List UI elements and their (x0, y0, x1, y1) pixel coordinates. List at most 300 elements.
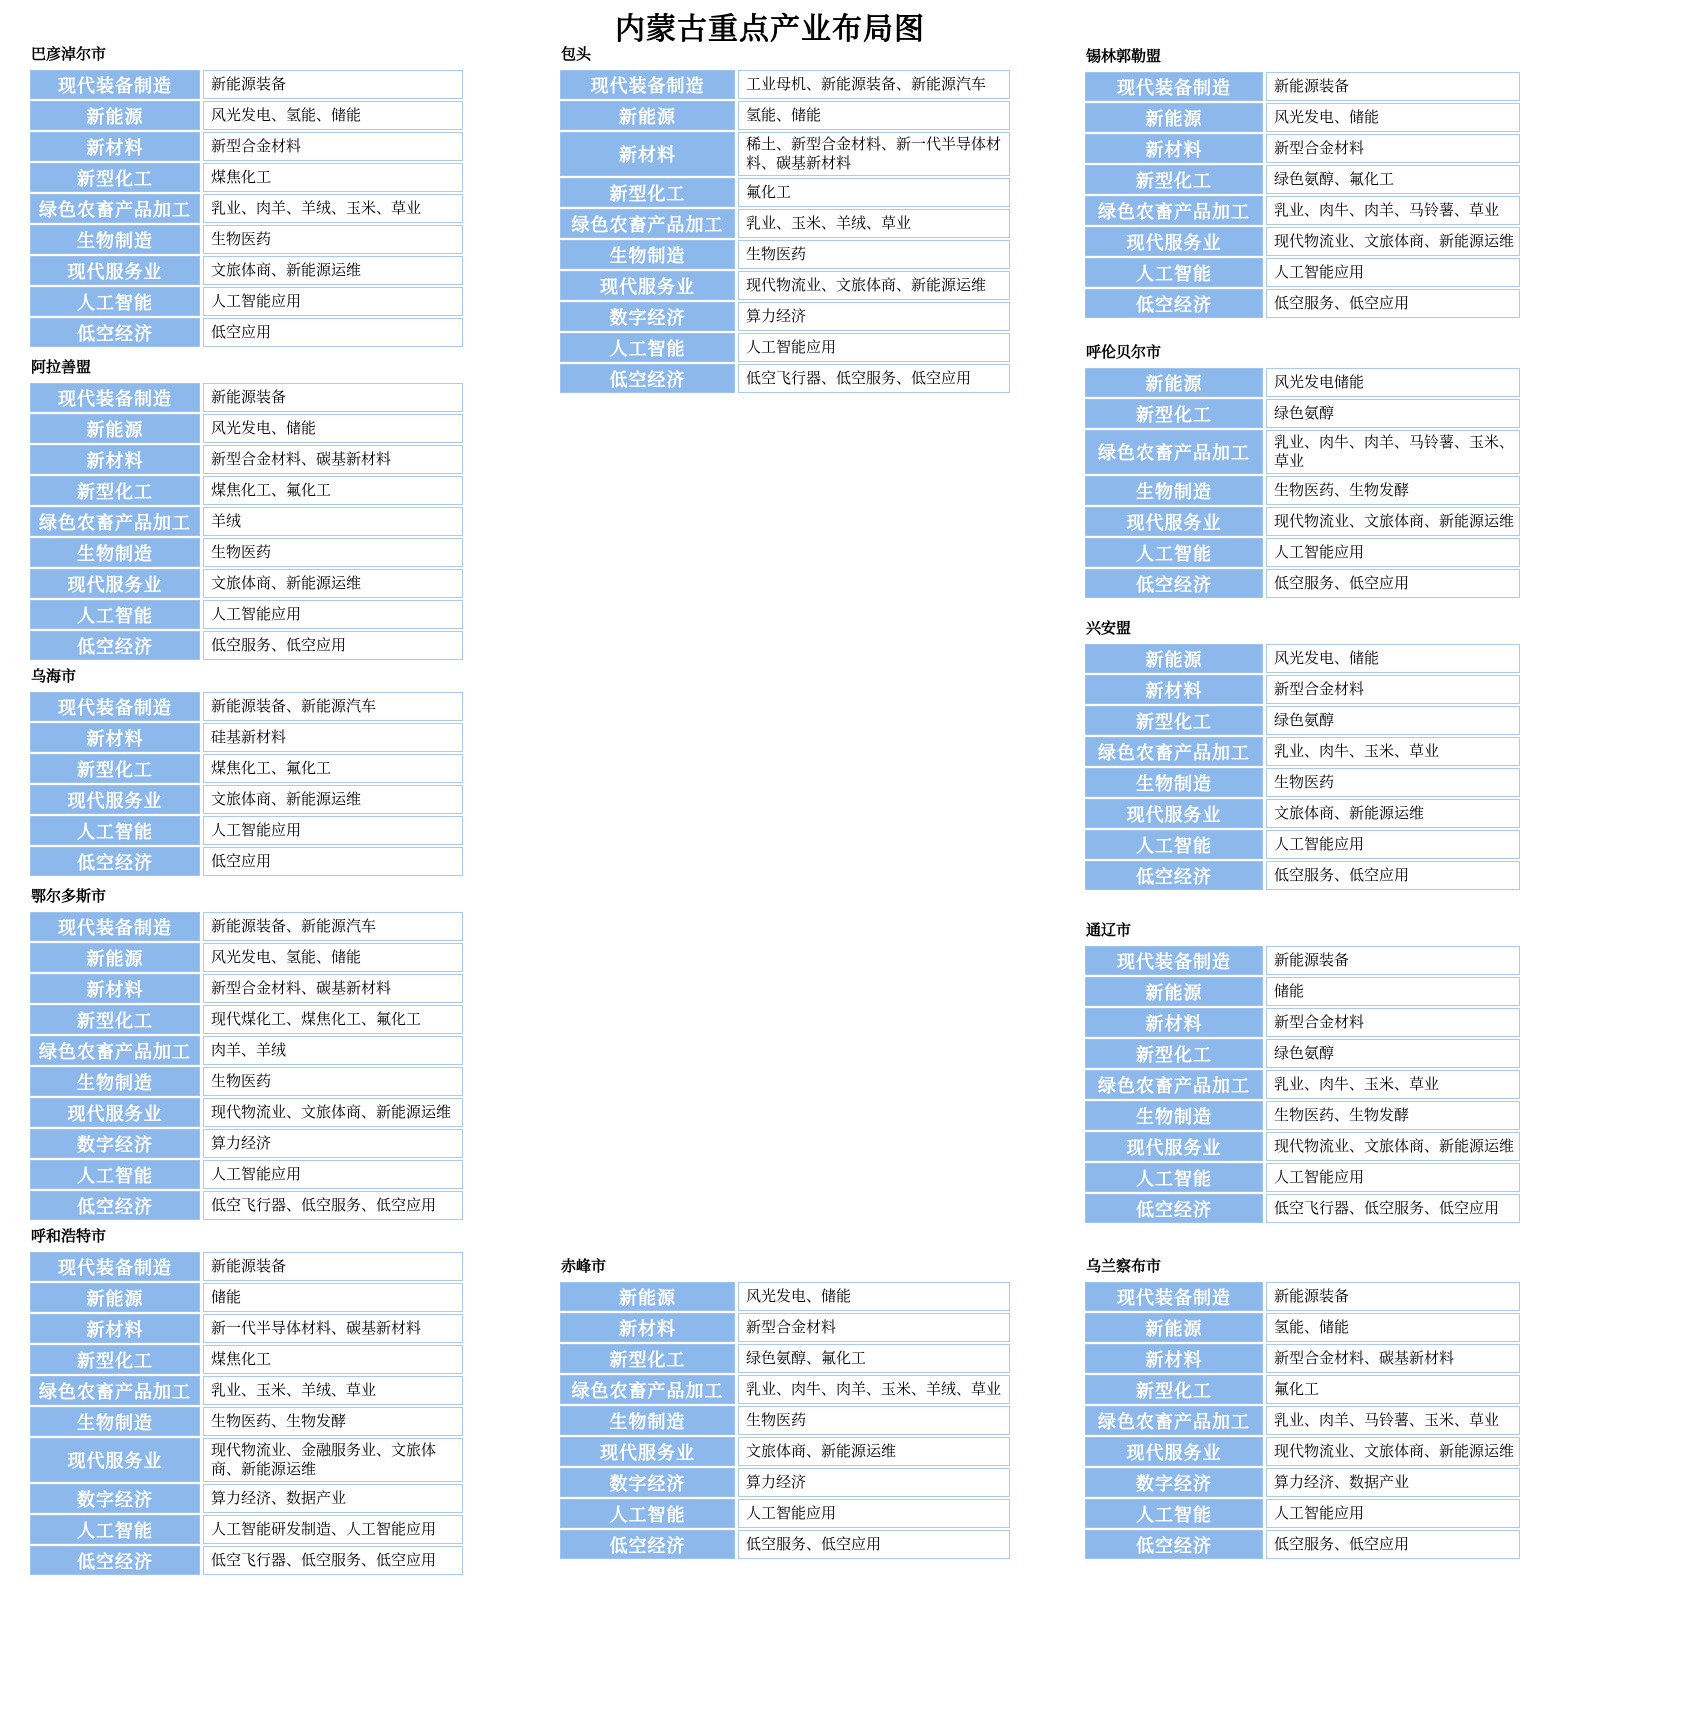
industry-detail-cell: 风光发电、储能 (1266, 644, 1520, 673)
industry-category-cell: 人工智能 (1085, 1499, 1263, 1528)
industry-row (30, 723, 463, 752)
industry-category-cell: 现代装备制造 (560, 70, 735, 99)
industry-detail-cell: 生物医药、生物发酵 (1266, 476, 1520, 505)
industry-row (560, 1313, 1010, 1342)
city-section (1085, 48, 1520, 320)
industry-detail-cell: 乳业、肉牛、玉米、草业 (1266, 1070, 1520, 1099)
industry-detail-cell: 新能源装备 (1266, 72, 1520, 101)
industry-category-cell: 生物制造 (1085, 1101, 1263, 1130)
industry-row (560, 209, 1010, 238)
industry-row (30, 1252, 463, 1281)
industry-detail-cell: 绿色氨醇 (1266, 1039, 1520, 1068)
industry-category-cell: 新材料 (1085, 134, 1263, 163)
industry-detail-cell: 低空服务、低空应用 (1266, 289, 1520, 318)
industry-category-cell: 现代服务业 (1085, 1132, 1263, 1161)
industry-row (30, 1407, 463, 1436)
industry-row (1085, 1375, 1520, 1404)
industry-detail-cell: 低空飞行器、低空服务、低空应用 (203, 1546, 463, 1575)
industry-row (1085, 430, 1520, 474)
industry-category-cell: 新型化工 (30, 476, 200, 505)
city-title: 鄂尔多斯市 (31, 888, 107, 905)
city-title: 兴安盟 (1086, 620, 1132, 637)
industry-category-cell: 现代装备制造 (1085, 946, 1263, 975)
industry-category-cell: 新能源 (30, 943, 200, 972)
industry-detail-cell: 人工智能应用 (738, 1499, 1010, 1528)
industry-detail-cell: 人工智能应用 (203, 1160, 463, 1189)
city-title: 阿拉善盟 (31, 359, 92, 376)
industry-category-cell: 新型化工 (1085, 1375, 1263, 1404)
industry-category-cell: 新型化工 (30, 754, 200, 783)
industry-row (30, 132, 463, 161)
industry-detail-cell: 人工智能应用 (203, 816, 463, 845)
industry-row (1085, 258, 1520, 287)
industry-row (1085, 1437, 1520, 1466)
industry-row (30, 785, 463, 814)
industry-category-cell: 新材料 (30, 445, 200, 474)
industry-row (560, 302, 1010, 331)
industry-row (30, 1345, 463, 1374)
industry-category-cell: 人工智能 (30, 600, 200, 629)
industry-detail-cell: 风光发电、储能 (1266, 103, 1520, 132)
industry-category-cell: 新材料 (1085, 1344, 1263, 1373)
industry-row (1085, 1070, 1520, 1099)
industry-detail-cell: 风光发电、氢能、储能 (203, 943, 463, 972)
industry-row (1085, 1163, 1520, 1192)
industry-row (30, 194, 463, 223)
industry-row (30, 1005, 463, 1034)
city-title: 乌兰察布市 (1086, 1258, 1162, 1275)
industry-row (1085, 1344, 1520, 1373)
industry-category-cell: 数字经济 (560, 302, 735, 331)
industry-row (1085, 1499, 1520, 1528)
industry-row (30, 1036, 463, 1065)
industry-category-cell: 生物制造 (560, 1406, 735, 1435)
industry-detail-cell: 绿色氨醇 (1266, 399, 1520, 428)
page-title: 内蒙古重点产业布局图 (615, 13, 925, 46)
industry-category-cell: 新型化工 (1085, 706, 1263, 735)
industry-detail-cell: 人工智能应用 (203, 287, 463, 316)
industry-category-cell: 数字经济 (30, 1129, 200, 1158)
industry-detail-cell: 人工智能应用 (1266, 1499, 1520, 1528)
industry-category-cell: 现代服务业 (1085, 1437, 1263, 1466)
industry-row (560, 101, 1010, 130)
industry-category-cell: 现代服务业 (1085, 507, 1263, 536)
industry-row (560, 1468, 1010, 1497)
industry-category-cell: 现代服务业 (560, 271, 735, 300)
industry-category-cell: 现代服务业 (30, 785, 200, 814)
industry-detail-cell: 绿色氨醇 (1266, 706, 1520, 735)
industry-detail-cell: 低空飞行器、低空服务、低空应用 (738, 364, 1010, 393)
industry-row (1085, 72, 1520, 101)
industry-detail-cell: 生物医药 (738, 240, 1010, 269)
industry-category-cell: 人工智能 (30, 287, 200, 316)
industry-row (560, 1530, 1010, 1559)
industry-detail-cell: 算力经济、数据产业 (1266, 1468, 1520, 1497)
industry-detail-cell: 生物医药、生物发酵 (1266, 1101, 1520, 1130)
industry-category-cell: 新材料 (30, 1314, 200, 1343)
city-title: 通辽市 (1086, 922, 1132, 939)
city-section (30, 1228, 463, 1577)
industry-detail-cell: 乳业、肉牛、玉米、草业 (1266, 737, 1520, 766)
industry-row (1085, 946, 1520, 975)
industry-detail-cell: 绿色氨醇、氟化工 (738, 1344, 1010, 1373)
industry-category-cell: 新型化工 (1085, 399, 1263, 428)
industry-category-cell: 低空经济 (30, 631, 200, 660)
industry-category-cell: 人工智能 (1085, 538, 1263, 567)
city-section (30, 359, 463, 662)
industry-row (30, 101, 463, 130)
industry-detail-cell: 低空服务、低空应用 (1266, 569, 1520, 598)
industry-row (560, 1282, 1010, 1311)
industry-row (30, 847, 463, 876)
industry-detail-cell: 算力经济 (203, 1129, 463, 1158)
industry-detail-cell: 新型合金材料 (1266, 134, 1520, 163)
industry-detail-cell: 生物医药、生物发酵 (203, 1407, 463, 1436)
industry-category-cell: 绿色农畜产品加工 (1085, 196, 1263, 225)
industry-detail-cell: 煤焦化工、氟化工 (203, 754, 463, 783)
industry-row (1085, 861, 1520, 890)
industry-row (1085, 675, 1520, 704)
industry-detail-cell: 新能源装备 (1266, 1282, 1520, 1311)
industry-detail-cell: 现代物流业、文旅体商、新能源运维 (738, 271, 1010, 300)
industry-row (1085, 476, 1520, 505)
industry-category-cell: 新型化工 (560, 1344, 735, 1373)
industry-detail-cell: 人工智能应用 (203, 600, 463, 629)
city-section (1085, 344, 1520, 600)
industry-row (30, 1160, 463, 1189)
city-section (30, 888, 463, 1222)
industry-row (1085, 1313, 1520, 1342)
industry-detail-cell: 生物医药 (203, 538, 463, 567)
industry-category-cell: 生物制造 (1085, 476, 1263, 505)
city-section (1085, 922, 1520, 1225)
industry-detail-cell: 新能源装备 (1266, 946, 1520, 975)
industry-detail-cell: 生物医药 (203, 225, 463, 254)
industry-detail-cell: 乳业、肉牛、肉羊、玉米、羊绒、草业 (738, 1375, 1010, 1404)
industry-category-cell: 现代装备制造 (1085, 72, 1263, 101)
industry-row (1085, 1406, 1520, 1435)
industry-category-cell: 生物制造 (30, 1407, 200, 1436)
industry-category-cell: 现代服务业 (1085, 227, 1263, 256)
industry-category-cell: 人工智能 (1085, 830, 1263, 859)
industry-row (560, 364, 1010, 393)
industry-row (30, 1129, 463, 1158)
industry-detail-cell: 人工智能应用 (1266, 258, 1520, 287)
city-title: 呼伦贝尔市 (1086, 344, 1162, 361)
industry-category-cell: 数字经济 (30, 1484, 200, 1513)
city-title: 锡林郭勒盟 (1086, 48, 1162, 65)
industry-category-cell: 现代装备制造 (1085, 1282, 1263, 1311)
industry-detail-cell: 现代物流业、文旅体商、新能源运维 (1266, 507, 1520, 536)
industry-category-cell: 低空经济 (30, 847, 200, 876)
industry-row (1085, 768, 1520, 797)
industry-row (1085, 507, 1520, 536)
industry-row (560, 271, 1010, 300)
city-title: 呼和浩特市 (31, 1228, 107, 1245)
industry-detail-cell: 低空服务、低空应用 (1266, 1530, 1520, 1559)
industry-category-cell: 新能源 (1085, 977, 1263, 1006)
industry-category-cell: 新型化工 (1085, 1039, 1263, 1068)
industry-row (30, 600, 463, 629)
industry-detail-cell: 硅基新材料 (203, 723, 463, 752)
industry-row (30, 383, 463, 412)
industry-detail-cell: 风光发电、储能 (203, 414, 463, 443)
industry-category-cell: 生物制造 (560, 240, 735, 269)
industry-detail-cell: 现代物流业、文旅体商、新能源运维 (1266, 227, 1520, 256)
industry-category-cell: 低空经济 (1085, 569, 1263, 598)
industry-row (1085, 799, 1520, 828)
industry-row (30, 1314, 463, 1343)
industry-row (30, 631, 463, 660)
industry-category-cell: 新材料 (1085, 675, 1263, 704)
industry-detail-cell: 新型合金材料、碳基新材料 (203, 445, 463, 474)
industry-category-cell: 新能源 (30, 1283, 200, 1312)
industry-detail-cell: 算力经济、数据产业 (203, 1484, 463, 1513)
industry-detail-cell: 低空服务、低空应用 (738, 1530, 1010, 1559)
industry-detail-cell: 低空服务、低空应用 (203, 631, 463, 660)
industry-detail-cell: 新型合金材料、碳基新材料 (203, 974, 463, 1003)
city-section (1085, 1258, 1520, 1561)
industry-category-cell: 生物制造 (30, 1067, 200, 1096)
industry-category-cell: 生物制造 (1085, 768, 1263, 797)
industry-detail-cell: 算力经济 (738, 302, 1010, 331)
industry-detail-cell: 新能源装备 (203, 1252, 463, 1281)
industry-detail-cell: 人工智能应用 (1266, 1163, 1520, 1192)
industry-row (1085, 830, 1520, 859)
industry-category-cell: 低空经济 (1085, 289, 1263, 318)
industry-row (1085, 1530, 1520, 1559)
industry-category-cell: 低空经济 (30, 1191, 200, 1220)
industry-detail-cell: 人工智能研发制造、人工智能应用 (203, 1515, 463, 1544)
industry-row (1085, 706, 1520, 735)
industry-category-cell: 新型化工 (30, 163, 200, 192)
industry-category-cell: 人工智能 (1085, 258, 1263, 287)
industry-detail-cell: 煤焦化工、氟化工 (203, 476, 463, 505)
industry-row (1085, 1282, 1520, 1311)
industry-category-cell: 现代装备制造 (30, 70, 200, 99)
industry-detail-cell: 人工智能应用 (738, 333, 1010, 362)
industry-category-cell: 人工智能 (30, 1160, 200, 1189)
industry-category-cell: 新材料 (30, 723, 200, 752)
industry-category-cell: 新型化工 (560, 178, 735, 207)
industry-category-cell: 绿色农畜产品加工 (30, 1036, 200, 1065)
industry-detail-cell: 现代物流业、文旅体商、新能源运维 (1266, 1132, 1520, 1161)
industry-category-cell: 新能源 (30, 101, 200, 130)
industry-detail-cell: 生物医药 (203, 1067, 463, 1096)
industry-row (1085, 1008, 1520, 1037)
industry-row (1085, 1039, 1520, 1068)
industry-detail-cell: 新型合金材料 (1266, 1008, 1520, 1037)
industry-category-cell: 现代服务业 (1085, 799, 1263, 828)
industry-category-cell: 绿色农畜产品加工 (1085, 1406, 1263, 1435)
industry-row (30, 1546, 463, 1575)
industry-detail-cell: 新型合金材料 (203, 132, 463, 161)
industry-row (560, 1406, 1010, 1435)
industry-row (1085, 103, 1520, 132)
industry-row (1085, 1132, 1520, 1161)
industry-detail-cell: 现代物流业、金融服务业、文旅体商、新能源运维 (203, 1438, 463, 1482)
industry-row (560, 240, 1010, 269)
industry-detail-cell: 乳业、肉羊、马铃薯、玉米、草业 (1266, 1406, 1520, 1435)
city-title: 包头 (561, 46, 592, 63)
industry-row (30, 912, 463, 941)
industry-row (30, 1283, 463, 1312)
industry-detail-cell: 现代物流业、文旅体商、新能源运维 (203, 1098, 463, 1127)
industry-row (30, 476, 463, 505)
industry-detail-cell: 羊绒 (203, 507, 463, 536)
industry-category-cell: 人工智能 (30, 1515, 200, 1544)
industry-category-cell: 绿色农畜产品加工 (560, 1375, 735, 1404)
industry-detail-cell: 稀土、新型合金材料、新一代半导体材料、碳基新材料 (738, 132, 1010, 176)
industry-category-cell: 低空经济 (1085, 861, 1263, 890)
industry-detail-cell: 储能 (203, 1283, 463, 1312)
industry-row (1085, 977, 1520, 1006)
industry-detail-cell: 储能 (1266, 977, 1520, 1006)
industry-category-cell: 现代服务业 (30, 1098, 200, 1127)
industry-detail-cell: 新能源装备、新能源汽车 (203, 912, 463, 941)
industry-row (30, 256, 463, 285)
industry-category-cell: 新能源 (1085, 103, 1263, 132)
industry-detail-cell: 文旅体商、新能源运维 (203, 569, 463, 598)
industry-detail-cell: 低空应用 (203, 847, 463, 876)
industry-row (30, 538, 463, 567)
industry-row (30, 1376, 463, 1405)
industry-category-cell: 现代装备制造 (30, 912, 200, 941)
industry-detail-cell: 文旅体商、新能源运维 (203, 785, 463, 814)
industry-category-cell: 新型化工 (1085, 165, 1263, 194)
city-title: 巴彦淖尔市 (31, 46, 107, 63)
industry-row (30, 754, 463, 783)
industry-row (560, 70, 1010, 99)
city-section (1085, 620, 1520, 892)
industry-row (30, 318, 463, 347)
industry-row (30, 70, 463, 99)
industry-row (30, 163, 463, 192)
industry-row (560, 333, 1010, 362)
city-section (30, 668, 463, 878)
industry-category-cell: 人工智能 (560, 333, 735, 362)
city-title: 赤峰市 (561, 1258, 607, 1275)
industry-category-cell: 绿色农畜产品加工 (1085, 430, 1263, 474)
industry-category-cell: 新能源 (560, 101, 735, 130)
industry-row (30, 943, 463, 972)
industry-row (560, 1437, 1010, 1466)
industry-row (30, 816, 463, 845)
industry-row (560, 1499, 1010, 1528)
industry-category-cell: 新材料 (560, 132, 735, 176)
industry-detail-cell: 肉羊、羊绒 (203, 1036, 463, 1065)
industry-detail-cell: 乳业、肉羊、羊绒、玉米、草业 (203, 194, 463, 223)
industry-detail-cell: 低空应用 (203, 318, 463, 347)
industry-detail-cell: 乳业、肉牛、肉羊、马铃薯、草业 (1266, 196, 1520, 225)
industry-category-cell: 新材料 (1085, 1008, 1263, 1037)
industry-detail-cell: 乳业、肉牛、肉羊、马铃薯、玉米、草业 (1266, 430, 1520, 474)
industry-detail-cell: 新能源装备 (203, 383, 463, 412)
industry-row (30, 1484, 463, 1513)
industry-category-cell: 现代服务业 (30, 569, 200, 598)
industry-row (1085, 538, 1520, 567)
industry-detail-cell: 煤焦化工 (203, 1345, 463, 1374)
industry-category-cell: 现代服务业 (560, 1437, 735, 1466)
industry-row (1085, 227, 1520, 256)
industry-row (30, 1098, 463, 1127)
industry-category-cell: 低空经济 (30, 1546, 200, 1575)
industry-row (1085, 737, 1520, 766)
industry-category-cell: 人工智能 (30, 816, 200, 845)
industry-detail-cell: 文旅体商、新能源运维 (1266, 799, 1520, 828)
industry-detail-cell: 人工智能应用 (1266, 538, 1520, 567)
industry-detail-cell: 乳业、玉米、羊绒、草业 (738, 209, 1010, 238)
industry-category-cell: 新型化工 (30, 1005, 200, 1034)
industry-category-cell: 新能源 (1085, 1313, 1263, 1342)
industry-row (1085, 644, 1520, 673)
industry-category-cell: 新型化工 (30, 1345, 200, 1374)
industry-category-cell: 现代服务业 (30, 1438, 200, 1482)
industry-category-cell: 绿色农畜产品加工 (30, 1376, 200, 1405)
industry-row (560, 178, 1010, 207)
industry-category-cell: 数字经济 (560, 1468, 735, 1497)
industry-detail-cell: 风光发电储能 (1266, 368, 1520, 397)
industry-category-cell: 新能源 (1085, 368, 1263, 397)
industry-detail-cell: 新能源装备、新能源汽车 (203, 692, 463, 721)
industry-detail-cell: 新能源装备 (203, 70, 463, 99)
city-section (560, 1258, 1010, 1561)
industry-row (30, 414, 463, 443)
industry-category-cell: 人工智能 (560, 1499, 735, 1528)
industry-row (30, 445, 463, 474)
industry-row (1085, 165, 1520, 194)
industry-detail-cell: 氟化工 (1266, 1375, 1520, 1404)
industry-category-cell: 绿色农畜产品加工 (30, 194, 200, 223)
industry-category-cell: 新能源 (1085, 644, 1263, 673)
industry-row (30, 1515, 463, 1544)
industry-detail-cell: 新型合金材料 (738, 1313, 1010, 1342)
industry-category-cell: 人工智能 (1085, 1163, 1263, 1192)
industry-row (30, 1191, 463, 1220)
industry-row (1085, 289, 1520, 318)
industry-category-cell: 新材料 (30, 132, 200, 161)
industry-row (30, 1438, 463, 1482)
industry-category-cell: 新材料 (30, 974, 200, 1003)
industry-category-cell: 现代装备制造 (30, 1252, 200, 1281)
industry-detail-cell: 风光发电、储能 (738, 1282, 1010, 1311)
industry-category-cell: 绿色农畜产品加工 (1085, 1070, 1263, 1099)
industry-row (1085, 134, 1520, 163)
industry-row (30, 225, 463, 254)
city-section (560, 46, 1010, 395)
industry-detail-cell: 低空飞行器、低空服务、低空应用 (1266, 1194, 1520, 1223)
industry-detail-cell: 风光发电、氢能、储能 (203, 101, 463, 130)
industry-row (30, 692, 463, 721)
industry-row (1085, 1468, 1520, 1497)
industry-detail-cell: 现代煤化工、煤焦化工、氟化工 (203, 1005, 463, 1034)
industry-detail-cell: 生物医药 (1266, 768, 1520, 797)
industry-row (560, 132, 1010, 176)
industry-detail-cell: 绿色氨醇、氟化工 (1266, 165, 1520, 194)
industry-detail-cell: 文旅体商、新能源运维 (203, 256, 463, 285)
industry-category-cell: 低空经济 (30, 318, 200, 347)
industry-detail-cell: 氢能、储能 (738, 101, 1010, 130)
industry-category-cell: 低空经济 (1085, 1194, 1263, 1223)
industry-category-cell: 新材料 (560, 1313, 735, 1342)
industry-detail-cell: 新型合金材料 (1266, 675, 1520, 704)
industry-category-cell: 生物制造 (30, 225, 200, 254)
industry-row (560, 1375, 1010, 1404)
industry-category-cell: 低空经济 (560, 1530, 735, 1559)
industry-detail-cell: 低空服务、低空应用 (1266, 861, 1520, 890)
industry-row (1085, 1101, 1520, 1130)
industry-detail-cell: 文旅体商、新能源运维 (738, 1437, 1010, 1466)
